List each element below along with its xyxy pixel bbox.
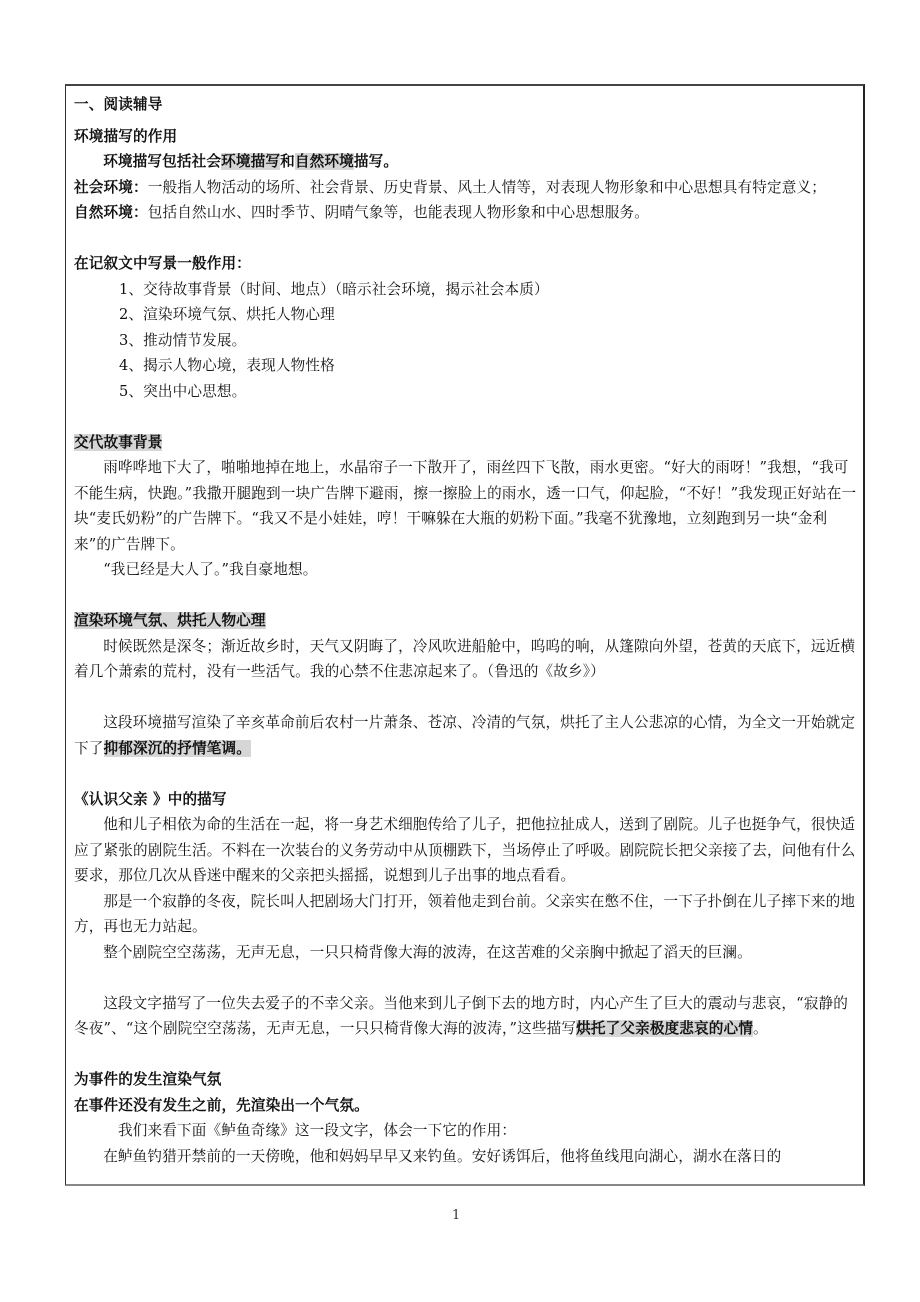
social-label: 社会环境： xyxy=(74,178,148,196)
natural-text: 包括自然山水、四时季节、阴晴气象等，也能表现人物形象和中心思想服务。 xyxy=(147,204,650,221)
event-excerpt: 在鲈鱼钓猎开禁前的一天傍晚，他和妈妈早早又来钓鱼。安好诱饵后，他将鱼线甩向湖心，湖水在落日的 xyxy=(103,1147,782,1165)
function-item: 3、推动情节发展。 xyxy=(119,331,247,349)
section-title: 一、阅读辅导 xyxy=(74,96,163,113)
analysis-highlight: 烘托了父亲极度悲哀的心情 xyxy=(576,1020,754,1037)
analysis-text: 这段环境描写渲染了辛亥革命前后农村一片萧条、苍凉、冷清的气氛，烘托了主人公悲凉的心情，为全文一开始就定下了 xyxy=(74,714,856,757)
analysis-text: 这段文字描写了一位失去爱子的不幸父亲。当他来到儿子倒下去的地方时，内心产生了巨大的震动与悲哀，“寂静的冬夜”、“这个剧院空空荡荡，无声无息，一只只椅背像大海的波涛，”这些描写 xyxy=(74,994,848,1037)
spacer xyxy=(74,965,858,991)
intro-heading: 环境描写的作用 xyxy=(74,127,178,145)
background-paragraph: 雨哗哗地下大了，啪啪地掉在地上，水晶帘子一下散开了，雨丝四下飞散，雨水更密。“好大的雨呀！”我想，“我可不能生病，快跑。”我撒开腿跑到一块广告牌下避雨，擦一擦脸上的雨水，透一口气，仰起脸，“不好！”我发现正好站在一块“麦氏奶粉”的广告牌下。“我又不是小娃娃，哼！干嘛躲在大瓶的奶粉下面。”我毫不犹豫地，立刻跑到另一块“金利来”的广告牌下。 xyxy=(74,459,857,553)
function-item: 5、突出中心思想。 xyxy=(119,382,247,400)
highlight-social-description: 环境描写 xyxy=(221,153,281,170)
natural-environment-definition xyxy=(74,200,858,226)
page-number: 1 xyxy=(452,1208,461,1223)
function-item: 4、揭示人物心境，表现人物性格 xyxy=(119,357,335,374)
father-paragraph: 整个剧院空空荡荡，无声无息，一只只椅背像大海的波涛，在这苦难的父亲胸中掀起了滔天的巨澜。 xyxy=(103,943,752,961)
background-heading-text: 交代故事背景 xyxy=(74,433,163,451)
analysis-text: 。 xyxy=(753,1020,768,1037)
spacer xyxy=(74,226,858,252)
intro-summary xyxy=(74,149,858,175)
spacer xyxy=(74,761,858,787)
summary-text: 和 xyxy=(280,153,295,170)
function-item: 1、交待故事背景（时间、地点）（暗示社会环境，揭示社会本质） xyxy=(119,280,549,298)
natural-label: 自然环境： xyxy=(74,204,148,221)
father-paragraph: 那是一个寂静的冬夜，院长叫人把剧场大门打开，领着他走到台前。父亲实在憋不住，一下子扑倒在儿子摔下来的地方，再也无力站起。 xyxy=(74,892,856,935)
social-environment-definition xyxy=(74,175,858,201)
analysis-highlight: 抑郁深沉的抒情笔调。 xyxy=(103,739,251,757)
summary-text: 描写。 xyxy=(353,153,399,170)
atmosphere-quote: 时候既然是深冬；渐近故乡时，天气又阴晦了，冷风吹进船舱中，呜呜的响，从篷隙向外望，苍黄的天底下，远近横着几个萧索的荒村，没有一些活气。我的心禁不住悲凉起来了。（鲁迅的《故乡》） xyxy=(74,637,856,680)
spacer xyxy=(74,685,858,711)
document-content xyxy=(66,86,863,1169)
social-text: 一般指人物活动的场所、社会背景、历史背景、风土人情等，对表现人物形象和中心思想具有特定意义； xyxy=(147,178,826,196)
summary-text: 环境描写包括社会 xyxy=(103,153,222,170)
atmosphere-analysis xyxy=(74,710,858,761)
background-paragraph: “我已经是大人了。”我自豪地想。 xyxy=(103,561,318,578)
highlight-natural-environment: 自然环境 xyxy=(294,153,354,170)
atmosphere-heading xyxy=(74,608,858,634)
father-analysis xyxy=(74,991,858,1042)
spacer xyxy=(74,1042,858,1068)
document-table-cell xyxy=(65,84,865,1186)
function-item: 2、渲染环境气氛、烘托人物心理 xyxy=(119,306,335,323)
spacer xyxy=(74,404,858,430)
event-intro: 我们来看下面《鲈鱼奇缘》这一段文字，体会一下它的作用： xyxy=(118,1122,517,1139)
father-heading: 《认识父亲 》中的描写 xyxy=(74,790,227,808)
functions-heading: 在记叙文中写景一般作用： xyxy=(74,255,251,272)
event-subheading: 在事件还没有发生之前，先渲染出一个气氛。 xyxy=(74,1096,369,1114)
father-paragraph: 他和儿子相依为命的生活在一起，将一身艺术细胞传给了儿子，把他拉扯成人，送到了剧院。儿子也挺争气，很快适应了紧张的剧院生活。不料在一次装台的义务劳动中从顶棚跌下，当场停止了呼吸。剧院院长把父亲接了去，问他有什么要求，那位几次从昏迷中醒来的父亲把头摇摇，说想到儿子出事的地点看看。 xyxy=(74,816,856,884)
event-heading: 为事件的发生渲染气氛 xyxy=(74,1071,222,1088)
spacer xyxy=(74,583,858,609)
atmosphere-heading-text: 渲染环境气氛、烘托人物心理 xyxy=(74,612,266,629)
background-heading xyxy=(74,430,858,456)
